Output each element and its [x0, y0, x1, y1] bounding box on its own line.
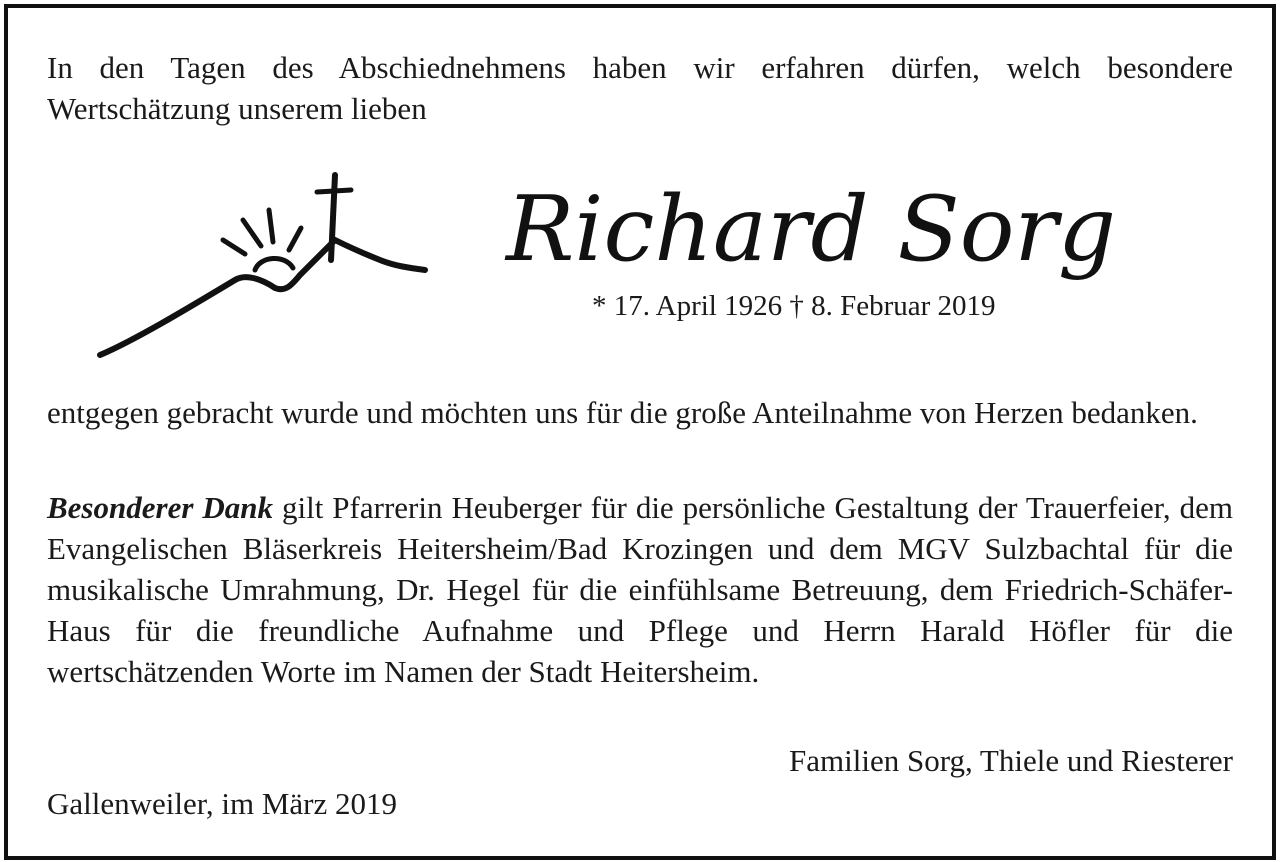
life-dates: * 17. April 1926 † 8. Februar 2019 [592, 290, 996, 322]
cross-sun-mountain-icon [95, 170, 435, 360]
signature-families: Familien Sorg, Thiele und Riesterer [789, 743, 1233, 778]
svg-text:Richard Sorg: Richard Sorg [503, 177, 1117, 282]
thanks-lead: Besonderer Dank [47, 490, 273, 525]
place-date: Gallenweiler, im März 2019 [47, 786, 397, 821]
continuation-text: entgegen gebracht wurde und möchten uns für die große Anteilnahme von Herzen bedanken. [47, 395, 1198, 430]
intro-text: In den Tagen des Abschiednehmens haben wir erfahren dürfen, welch besondere Wertschätzung unserem lieben [47, 50, 1233, 126]
deceased-name [500, 168, 1140, 283]
thanks-paragraph [47, 487, 1233, 692]
thanks-body: gilt Pfarrerin Heuberger für die persönliche Gestaltung der Trauerfeier, dem Evangelischen Bläserkreis Heitersheim/Bad Krozingen und dem MGV Sulzbachtal für die musikalische Umrahmung, Dr. Hegel für die einfühlsame Betreuung, dem Friedrich-Schäfer-Haus für die freundliche Aufnahme und Pflege und Herrn Harald Höfler für die wertschätzenden Worte im Namen der Stadt Heitersheim. [47, 490, 1233, 689]
